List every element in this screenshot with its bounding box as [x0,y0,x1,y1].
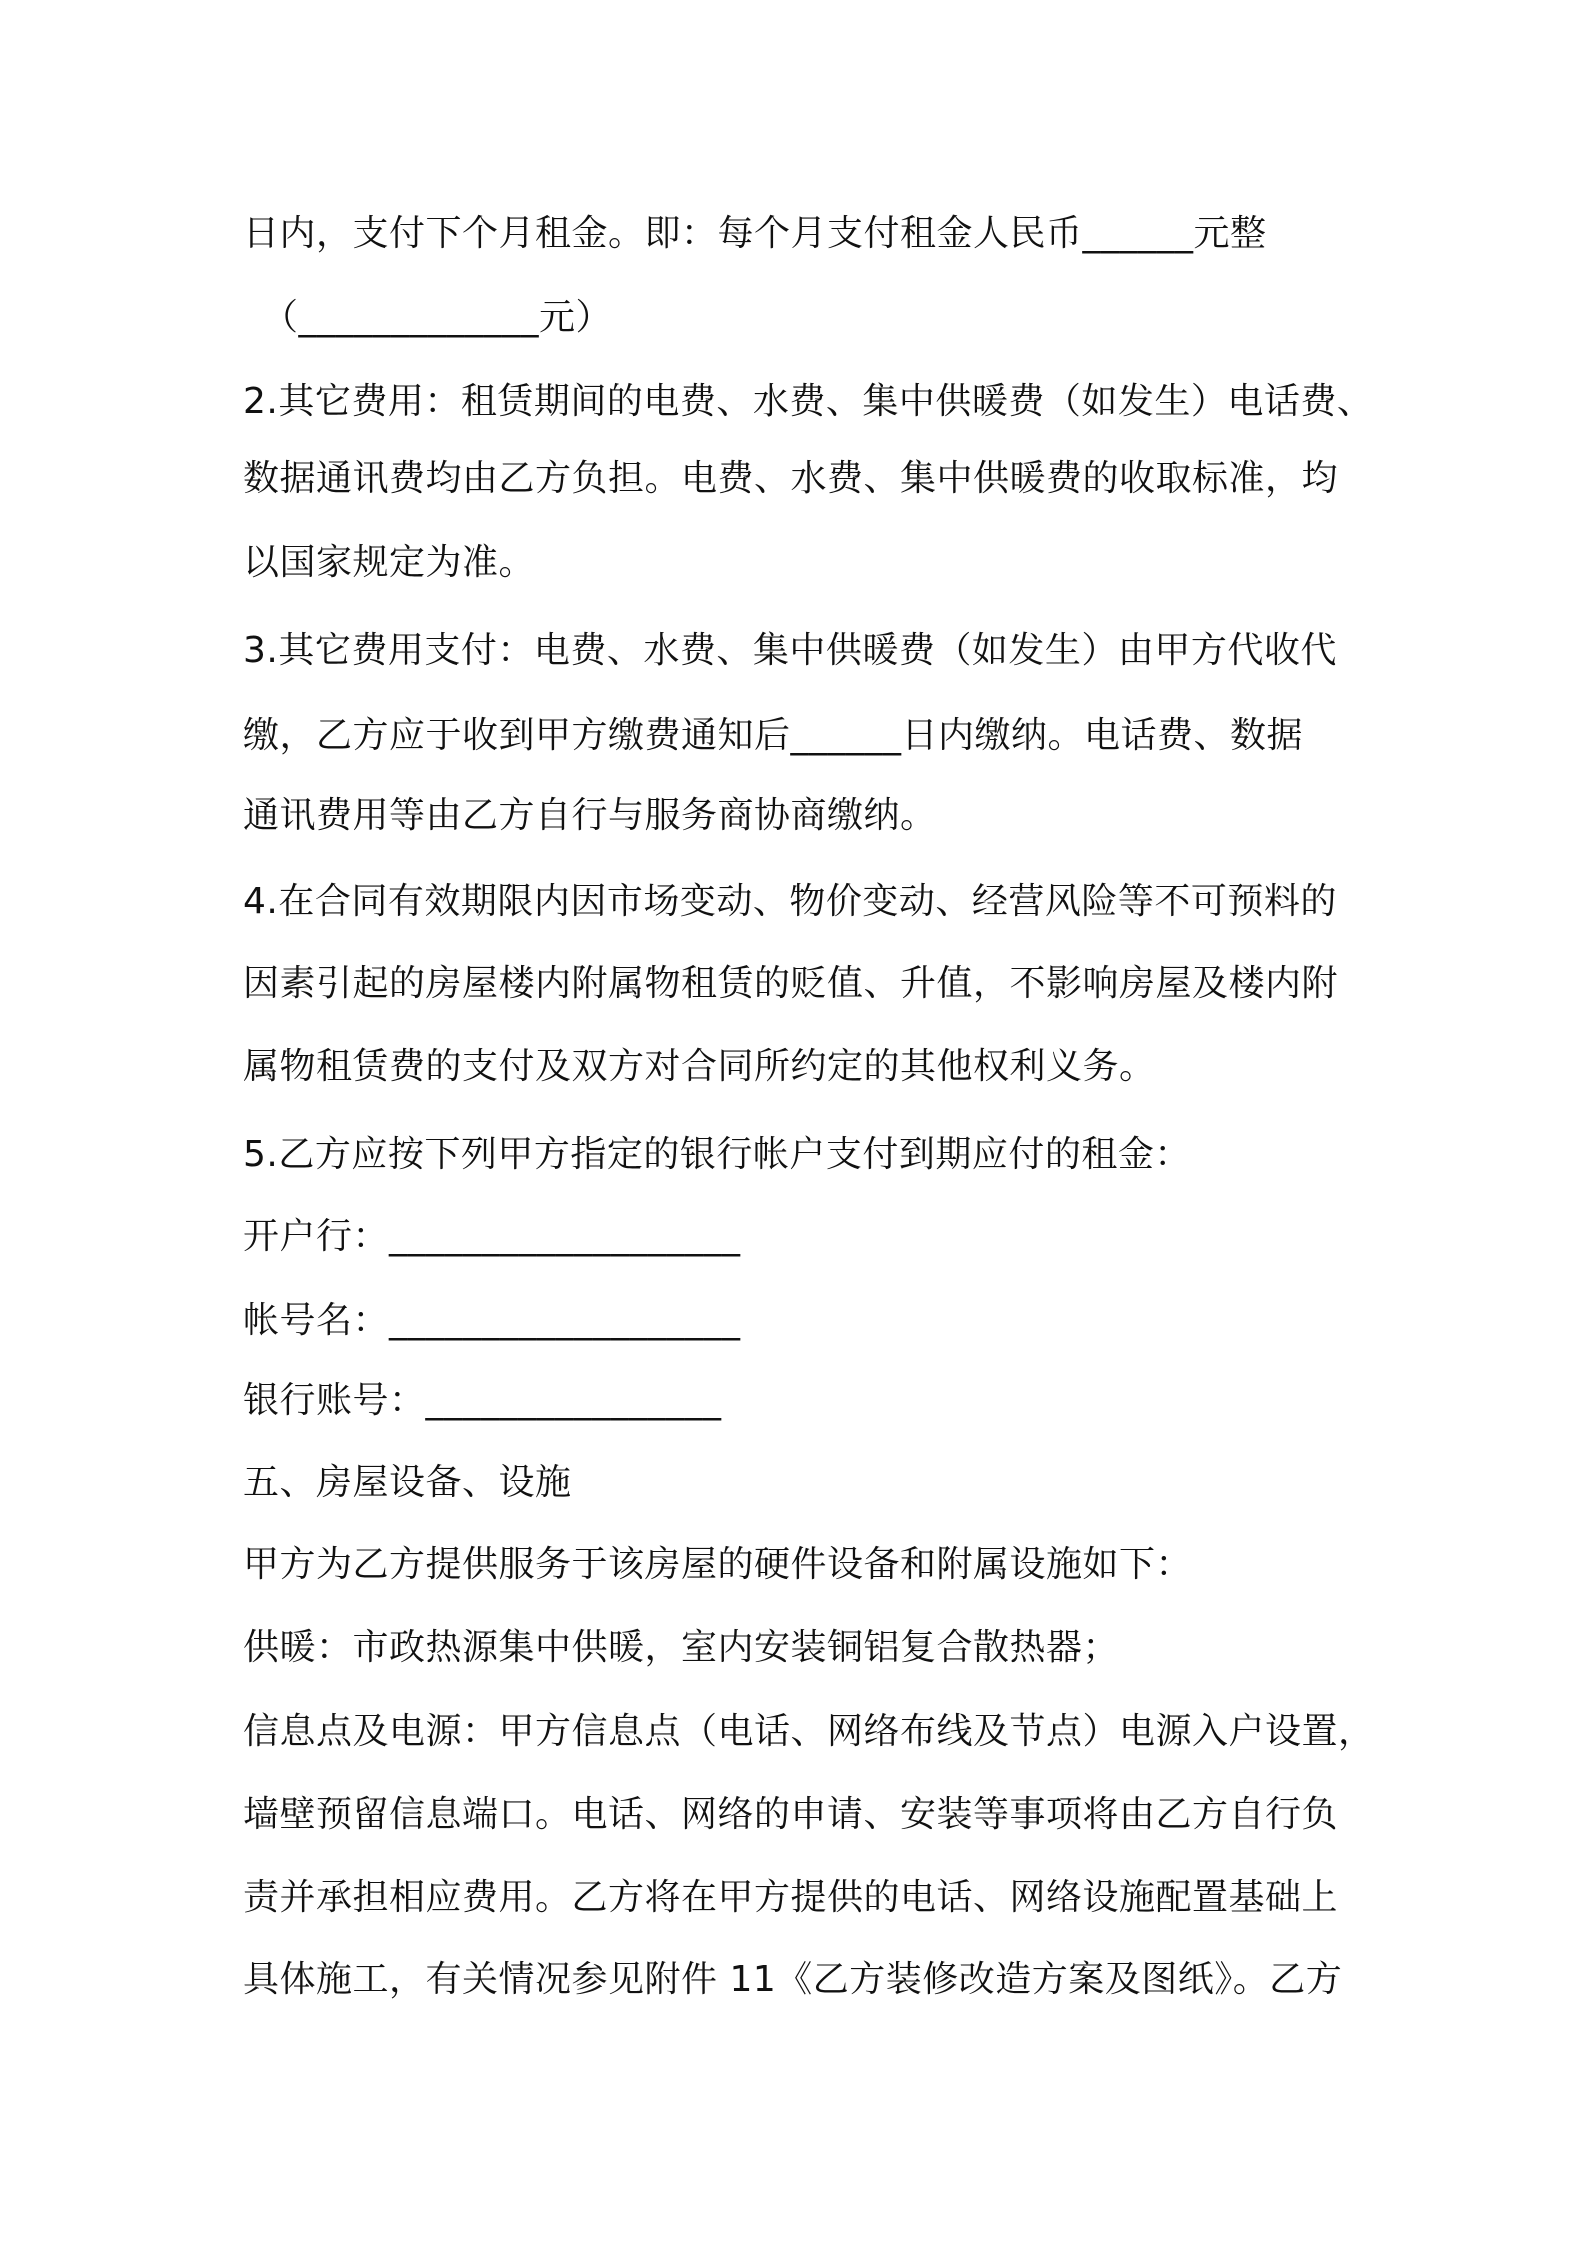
text-line: 2.其它费用：租赁期间的电费、水费、集中供暖费（如发生）电话费、 [243,381,1374,422]
account-name-field: 帐号名：___________________ [243,1300,741,1341]
text-line: 墙壁预留信息端口。电话、网络的申请、安装等事项将由乙方自行负 [243,1794,1339,1835]
text-line: 3.其它费用支付：电费、水费、集中供暖费（如发生）由甲方代收代 [243,630,1337,671]
text-line: 数据通讯费均由乙方负担。电费、水费、集中供暖费的收取标准，均 [243,458,1339,499]
text-line: 日内，支付下个月租金。即：每个月支付租金人民币______元整 [243,213,1267,254]
text-line: 具体施工，有关情况参见附件 11《乙方装修改造方案及图纸》。乙方 [243,1959,1343,2000]
text-line: 信息点及电源：甲方信息点（电话、网络布线及节点）电源入户设置， [243,1711,1375,1752]
text-line: 甲方为乙方提供服务于该房屋的硬件设备和附属设施如下： [243,1544,1193,1585]
text-line: 4.在合同有效期限内因市场变动、物价变动、经营风险等不可预料的 [243,881,1337,922]
bank-name-field: 开户行：___________________ [243,1216,741,1257]
text-line: （_____________元） [262,297,613,338]
text-line: 通讯费用等由乙方自行与服务商协商缴纳。 [243,795,937,836]
account-number-field: 银行账号：________________ [243,1380,722,1421]
text-line: 责并承担相应费用。乙方将在甲方提供的电话、网络设施配置基础上 [243,1877,1339,1918]
text-line: 以国家规定为准。 [243,542,536,583]
text-line: 5.乙方应按下列甲方指定的银行帐户支付到期应付的租金： [243,1134,1191,1175]
text-line: 因素引起的房屋楼内附属物租赁的贬值、升值，不影响房屋及楼内附 [243,963,1339,1004]
text-line: 属物租赁费的支付及双方对合同所约定的其他权利义务。 [243,1046,1156,1087]
text-line: 供暖：市政热源集中供暖，室内安装铜铝复合散热器； [243,1627,1120,1668]
section-heading: 五、房屋设备、设施 [243,1462,572,1503]
text-line: 缴，乙方应于收到甲方缴费通知后______日内缴纳。电话费、数据 [243,715,1304,756]
